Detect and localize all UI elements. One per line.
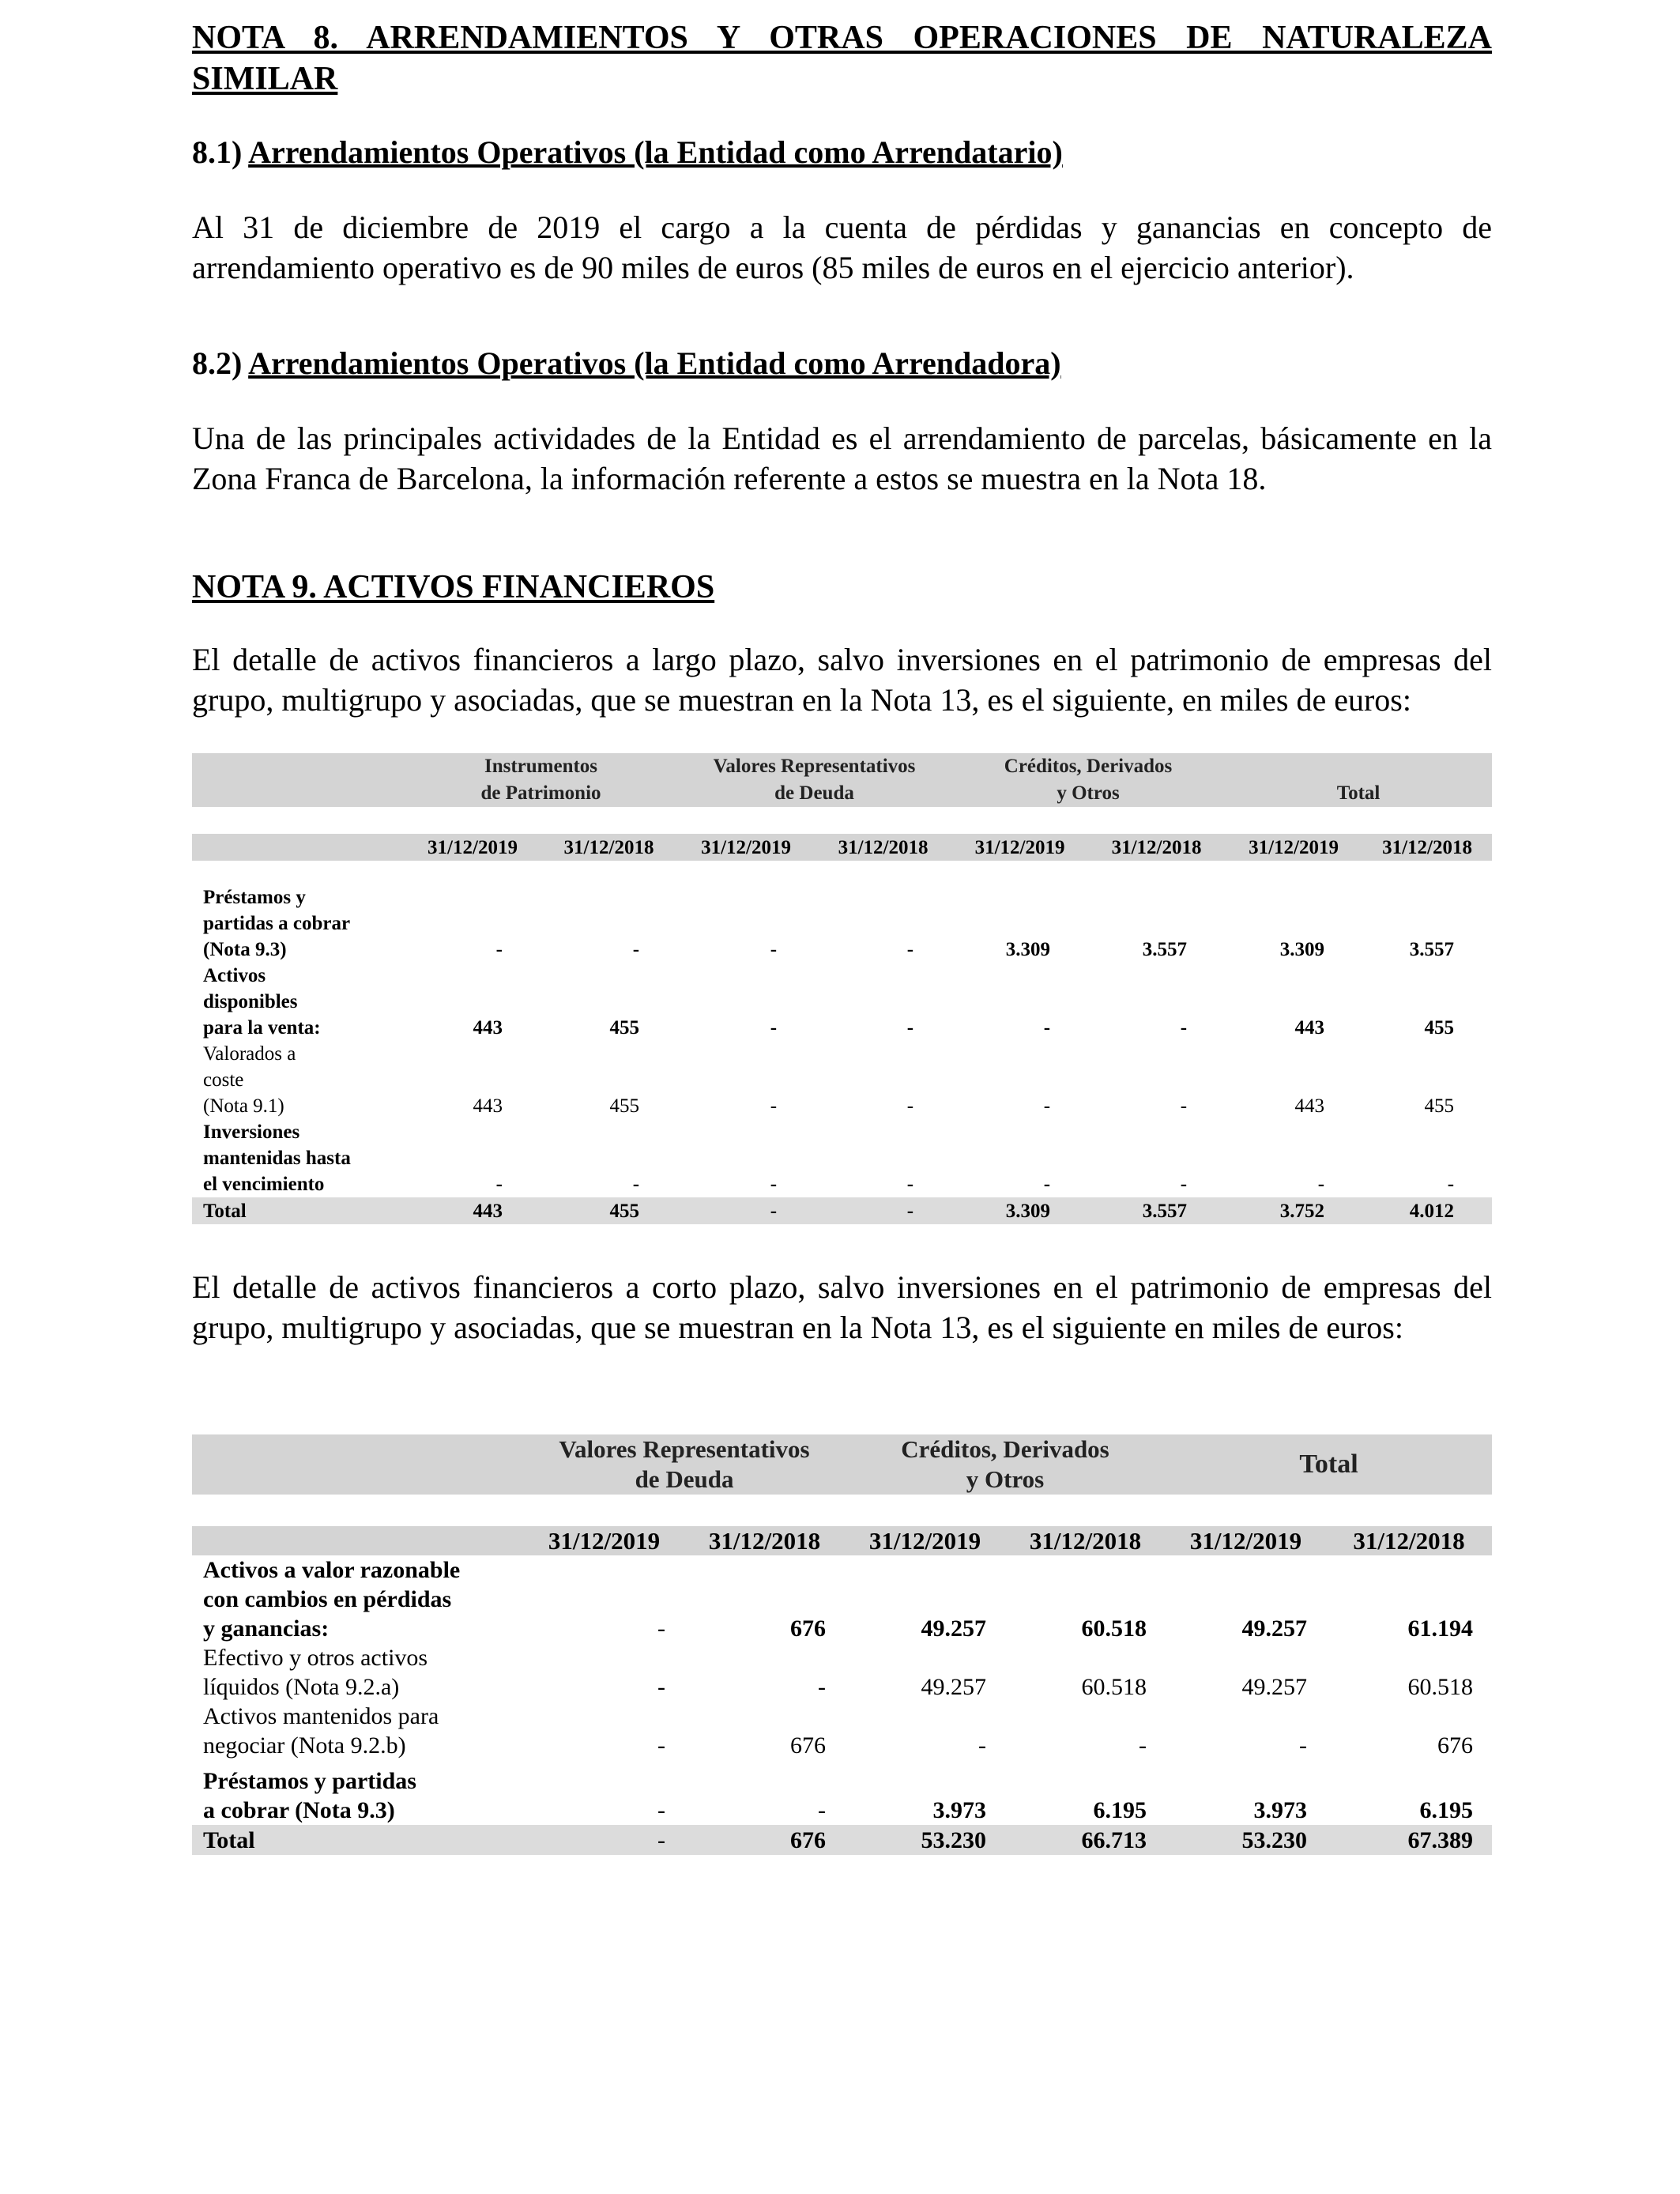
long-term-financial-assets-table [192, 753, 1492, 1224]
cell-text-line: coste [203, 1069, 244, 1091]
table-cell-value: - [1180, 1017, 1188, 1039]
cell-text-line: (Nota 9.3) [203, 939, 287, 960]
table-cell-value: 443 [1294, 1095, 1325, 1117]
date-header: 31/12/2019 [1225, 834, 1362, 861]
table-cell-value: - [906, 939, 914, 960]
row-label [192, 1119, 405, 1197]
table-cell-value: 49.257 [1241, 1674, 1308, 1700]
table-cell-value: - [815, 1197, 951, 1224]
table-cell-value: - [657, 1674, 665, 1700]
table-cell-value: 67.389 [1326, 1825, 1492, 1855]
cell-text-line: Total [1299, 1449, 1358, 1479]
date-header: 31/12/2018 [815, 834, 951, 861]
cell-text-line: Créditos, Derivados [901, 1435, 1109, 1463]
table-cell-value: 53.230 [1166, 1825, 1326, 1855]
cell-text-line: Efectivo y otros activos [203, 1645, 428, 1671]
row-label [192, 884, 405, 963]
table-cell-value: - [524, 1825, 684, 1855]
section-8-2-text: Una de las principales actividades de la Entidad es el arrendamiento de parcelas, básicamente en la Zona Franca de Barcelona, la información referente a estos se muestra en la Nota 18. [192, 420, 1492, 496]
date-header: 31/12/2019 [845, 1526, 1005, 1555]
table-cell-value: - [770, 1095, 778, 1117]
table-cell-value: - [906, 1095, 914, 1117]
table-cell-value: 4.012 [1362, 1197, 1492, 1224]
cell-text-line: Inversiones [203, 1122, 300, 1143]
table-cell-value: 3.309 [1005, 939, 1051, 960]
table-cell-value: - [632, 1174, 640, 1195]
group-header [524, 1434, 845, 1495]
table-cell-value: 60.518 [1407, 1674, 1474, 1700]
row-label [192, 1643, 524, 1702]
table-cell-value: 455 [541, 1197, 677, 1224]
table-total-row [192, 1825, 1492, 1855]
date-header: 31/12/2018 [1326, 1526, 1492, 1555]
nota9-title: NOTA 9. ACTIVOS FINANCIEROS [192, 569, 715, 605]
table-cell-value: - [818, 1674, 827, 1700]
cell-text-line: y Otros [966, 1465, 1045, 1493]
row-label [192, 1760, 524, 1825]
table-cell-value: 60.518 [1081, 1615, 1147, 1642]
table-cell-value: - [818, 1797, 827, 1823]
table-cell-value: 3.309 [951, 1197, 1088, 1224]
nota9-intro-largo-plazo: El detalle de activos financieros a largo plazo, salvo inversiones en el patrimonio de empresas del grupo, multigrupo y asociadas, que se muestran en la Nota 13, es el siguiente, en miles de euros: [192, 642, 1492, 718]
cell-text-line: de Deuda [774, 782, 854, 804]
date-header: 31/12/2018 [541, 834, 677, 861]
cell-text-line: Activos [203, 965, 266, 986]
table-cell-value: 443 [473, 1095, 503, 1117]
cell-text-line: (Nota 9.1) [203, 1095, 284, 1117]
section-8-2-number: 8.2) [192, 345, 243, 381]
table-cell-value: 6.195 [1093, 1797, 1147, 1823]
cell-text-line: Préstamos y [203, 887, 306, 908]
cell-text-line: negociar (Nota 9.2.b) [203, 1732, 406, 1759]
table-cell-value: - [657, 1615, 665, 1642]
cell-text-line: Activos mantenidos para [203, 1703, 439, 1729]
date-header: 31/12/2018 [1005, 1526, 1166, 1555]
cell-text-line: disponibles [203, 991, 298, 1012]
table-cell-value: - [657, 1732, 665, 1759]
table-cell-value: 455 [1424, 1017, 1455, 1039]
table-cell-value: 676 [684, 1825, 845, 1855]
table-row [192, 1760, 1492, 1825]
table-row [192, 884, 1492, 963]
date-header: 31/12/2019 [951, 834, 1088, 861]
section-8-1-title: Arrendamientos Operativos (la Entidad como Arrendatario) [248, 134, 1063, 170]
table-row [192, 1702, 1492, 1760]
table-cell-value: - [1180, 1095, 1188, 1117]
cell-text-line: y Otros [1057, 782, 1120, 804]
row-label [192, 1555, 524, 1643]
row-label: Total [192, 1197, 405, 1224]
row-label: Total [192, 1825, 524, 1855]
table-cell-value: - [906, 1174, 914, 1195]
group-header [405, 753, 677, 807]
table-cell-value: 443 [405, 1197, 541, 1224]
table-cell-value: 3.973 [1253, 1797, 1308, 1823]
group-header [1225, 753, 1492, 807]
table-cell-value: - [770, 1174, 778, 1195]
cell-text-line: Instrumentos [484, 756, 598, 777]
table-cell-value: - [1317, 1174, 1325, 1195]
table-cell-value: 60.518 [1081, 1674, 1147, 1700]
table-cell-value: 455 [1424, 1095, 1455, 1117]
table-cell-value: - [770, 1017, 778, 1039]
table-cell-value: 49.257 [921, 1615, 987, 1642]
table-cell-value: 3.557 [1088, 1197, 1225, 1224]
row-label [192, 1702, 524, 1760]
date-header: 31/12/2019 [677, 834, 815, 861]
table-cell-value: 676 [1437, 1732, 1474, 1759]
cell-text-line: para la venta: [203, 1017, 321, 1039]
group-header [951, 753, 1225, 807]
section-8-1-text: Al 31 de diciembre de 2019 el cargo a la cuenta de pérdidas y ganancias en concepto de arrendamiento operativo es de 90 miles de euros (85 miles de euros en el ejercicio anterior). [192, 209, 1492, 285]
short-term-financial-assets-table [192, 1434, 1492, 1855]
table-header-groups [192, 1434, 1492, 1495]
table-cell-value: - [677, 1197, 815, 1224]
section-8-2-title: Arrendamientos Operativos (la Entidad como Arrendadora) [248, 345, 1061, 381]
cell-text-line: de Patrimonio [480, 782, 601, 804]
table-cell-value: - [1043, 1017, 1051, 1039]
table-cell-value: 443 [1294, 1017, 1325, 1039]
cell-text-line: Valores Representativos [559, 1435, 810, 1463]
section-8-2-heading [192, 344, 1492, 383]
cell-text-line: a cobrar (Nota 9.3) [203, 1797, 395, 1823]
table-cell-value: - [1447, 1174, 1455, 1195]
table-cell-value: 676 [790, 1615, 827, 1642]
cell-text-line: Valorados a [203, 1043, 296, 1065]
nota8-title: NOTA 8. ARRENDAMIENTOS Y OTRAS OPERACIONES DE NATURALEZA SIMILAR [192, 20, 1492, 97]
table-row [192, 1041, 1492, 1119]
date-header: 31/12/2018 [1362, 834, 1492, 861]
cell-text-line: Total [1336, 782, 1381, 804]
cell-text-line: y ganancias: [203, 1615, 330, 1642]
table-row [192, 1119, 1492, 1197]
table-cell-value: - [1299, 1732, 1308, 1759]
cell-text-line: con cambios en pérdidas [203, 1586, 452, 1612]
table-row [192, 1555, 1492, 1643]
group-header [1166, 1434, 1492, 1495]
cell-text-line: Valores Representativos [713, 756, 916, 777]
cell-text-line: el vencimiento [203, 1174, 325, 1195]
section-8-1-number: 8.1) [192, 134, 243, 170]
table-cell-value: - [770, 939, 778, 960]
section-8-1-heading [192, 133, 1492, 172]
table-cell-value: 3.557 [1142, 939, 1188, 960]
table-cell-value: 49.257 [921, 1674, 987, 1700]
date-header: 31/12/2018 [684, 1526, 845, 1555]
table-cell-value: - [978, 1732, 987, 1759]
cell-text-line: de Deuda [635, 1465, 734, 1493]
date-header: 31/12/2019 [524, 1526, 684, 1555]
row-label [192, 963, 405, 1041]
table-cell-value: - [632, 939, 640, 960]
group-header [677, 753, 951, 807]
table-cell-value: - [1043, 1095, 1051, 1117]
table-cell-value: - [657, 1797, 665, 1823]
table-header-dates [192, 1526, 1492, 1555]
table-cell-value: 3.557 [1409, 939, 1455, 960]
cell-text-line: mantenidas hasta [203, 1148, 351, 1169]
table-cell-value: 676 [790, 1732, 827, 1759]
table-cell-value: - [906, 1017, 914, 1039]
table-cell-value: 49.257 [1241, 1615, 1308, 1642]
table-cell-value: 6.195 [1419, 1797, 1474, 1823]
table-cell-value: - [1139, 1732, 1147, 1759]
date-header: 31/12/2019 [405, 834, 541, 861]
document-page [192, 17, 1492, 1855]
table-cell-value: 3.973 [932, 1797, 987, 1823]
cell-text-line: Activos a valor razonable [203, 1557, 461, 1583]
group-header [845, 1434, 1166, 1495]
cell-text-line: Préstamos y partidas [203, 1768, 416, 1794]
cell-text-line: partidas a cobrar [203, 913, 351, 934]
date-header: 31/12/2019 [1166, 1526, 1326, 1555]
table-row [192, 963, 1492, 1041]
table-cell-value: - [495, 1174, 503, 1195]
table-cell-value: 455 [609, 1095, 640, 1117]
table-total-row [192, 1197, 1492, 1224]
table-cell-value: - [495, 939, 503, 960]
table-cell-value: - [1180, 1174, 1188, 1195]
table-cell-value: 443 [473, 1017, 503, 1039]
table-cell-value: 66.713 [1005, 1825, 1166, 1855]
table-row [192, 1643, 1492, 1702]
nota9-intro-corto-plazo: El detalle de activos financieros a corto plazo, salvo inversiones en el patrimonio de empresas del grupo, multigrupo y asociadas, que se muestran en la Nota 13, es el siguiente en miles de euros: [192, 1269, 1492, 1345]
table-cell-value: 53.230 [845, 1825, 1005, 1855]
table-cell-value: 61.194 [1407, 1615, 1474, 1642]
row-label [192, 1041, 405, 1119]
table-cell-value: 3.752 [1225, 1197, 1362, 1224]
date-header: 31/12/2018 [1088, 834, 1225, 861]
cell-text-line: líquidos (Nota 9.2.a) [203, 1674, 400, 1700]
table-header-dates [192, 834, 1492, 861]
table-cell-value: 455 [609, 1017, 640, 1039]
table-cell-value: 3.309 [1279, 939, 1325, 960]
table-header-groups [192, 753, 1492, 807]
cell-text-line: Créditos, Derivados [1004, 756, 1173, 777]
table-cell-value: - [1043, 1174, 1051, 1195]
